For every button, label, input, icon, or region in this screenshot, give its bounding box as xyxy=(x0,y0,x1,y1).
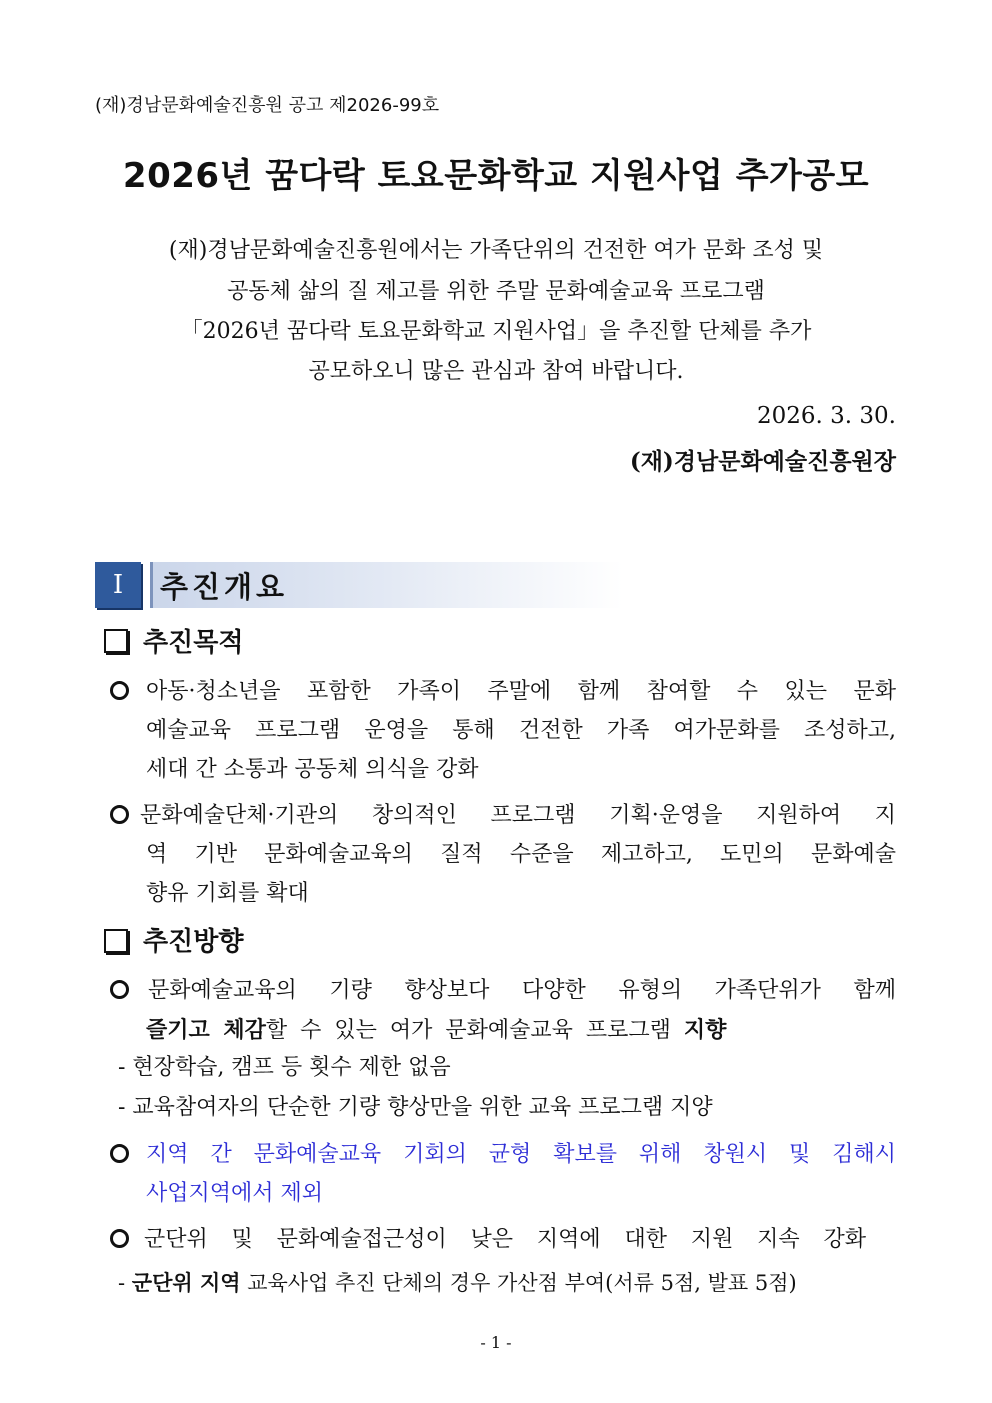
direction-item3-line1: 군단위 및 문화예술접근성이 낮은 지역에 대한 지원 지속 강화 xyxy=(144,1227,866,1252)
direction-item1-line2 xyxy=(146,1013,726,1044)
direction-item2-line1: 지역 간 문화예술교육 기회의 균형 확보를 위해 창원시 및 김해시 xyxy=(146,1142,896,1167)
purpose-heading: 추진목적 xyxy=(143,628,244,658)
page-number: - 1 - xyxy=(480,1333,512,1352)
purpose-item2-line3: 향유 기회를 확대 xyxy=(146,881,309,906)
intro-line-2: 공동체 삶의 질 제고를 위한 주말 문화예술교육 프로그램 xyxy=(227,279,765,304)
issuer-name: (재)경남문화예술진흥원장 xyxy=(629,448,896,475)
checkbox-square-icon xyxy=(104,629,128,653)
purpose-item1-line3: 세대 간 소통과 공동체 의식을 강화 xyxy=(146,757,479,782)
direction-item1-line1: 문화예술교육의 기량 향상보다 다양한 유형의 가족단위가 함께 xyxy=(148,978,896,1003)
emphasis-text: 지향 xyxy=(683,1017,727,1043)
direction-item1-dash2: - 교육참여자의 단순한 기량 향상만을 위한 교육 프로그램 지양 xyxy=(118,1095,713,1120)
intro-line-1: (재)경남문화예술진흥원에서는 가족단위의 건전한 여가 문화 조성 및 xyxy=(168,238,824,263)
direction-item1-dash1: - 현장학습, 캠프 등 횟수 제한 없음 xyxy=(118,1055,451,1080)
body-text: 교육사업 추진 단체의 경우 가산점 부여(서류 5점, 발표 5점) xyxy=(240,1271,797,1295)
intro-line-3: 「2026년 꿈다락 토요문화학교 지원사업」을 추진할 단체를 추가 xyxy=(180,319,812,344)
purpose-item2-line1: 문화예술단체·기관의 창의적인 프로그램 기획·운영을 지원하여 지 xyxy=(140,803,896,828)
dash-marker: - xyxy=(118,1271,132,1295)
direction-item3-dash xyxy=(118,1267,797,1297)
emphasis-text: 즐기고 체감 xyxy=(146,1017,266,1043)
circle-bullet-icon xyxy=(110,681,129,700)
intro-line-4: 공모하오니 많은 관심과 참여 바랍니다. xyxy=(308,359,684,384)
circle-bullet-icon xyxy=(110,1229,129,1248)
purpose-item1-line2: 예술교육 프로그램 운영을 통해 건전한 가족 여가문화를 조성하고, xyxy=(146,718,896,743)
circle-bullet-icon xyxy=(110,805,129,824)
notice-number: (재)경남문화예술진흥원 공고 제2026-99호 xyxy=(95,95,440,116)
circle-bullet-icon xyxy=(110,1144,129,1163)
direction-item2-line2: 사업지역에서 제외 xyxy=(146,1181,324,1206)
section-number-box xyxy=(95,562,141,608)
checkbox-square-icon xyxy=(104,929,128,953)
section-title: 추진개요 xyxy=(160,570,289,604)
purpose-item2-line2: 역 기반 문화예술교육의 질적 수준을 제고하고, 도민의 문화예술 xyxy=(146,842,896,867)
document-title: 2026년 꿈다락 토요문화학교 지원사업 추가공모 xyxy=(122,156,870,196)
circle-bullet-icon xyxy=(110,980,129,999)
purpose-item1-line1: 아동·청소년을 포함한 가족이 주말에 함께 참여할 수 있는 문화 xyxy=(146,679,896,704)
notice-date: 2026. 3. 30. xyxy=(757,403,896,429)
direction-heading: 추진방향 xyxy=(143,927,244,957)
section-number: I xyxy=(112,570,124,600)
body-text: 할 수 있는 여가 문화예술교육 프로그램 xyxy=(265,1018,684,1043)
emphasis-text: 군단위 지역 xyxy=(131,1270,241,1295)
